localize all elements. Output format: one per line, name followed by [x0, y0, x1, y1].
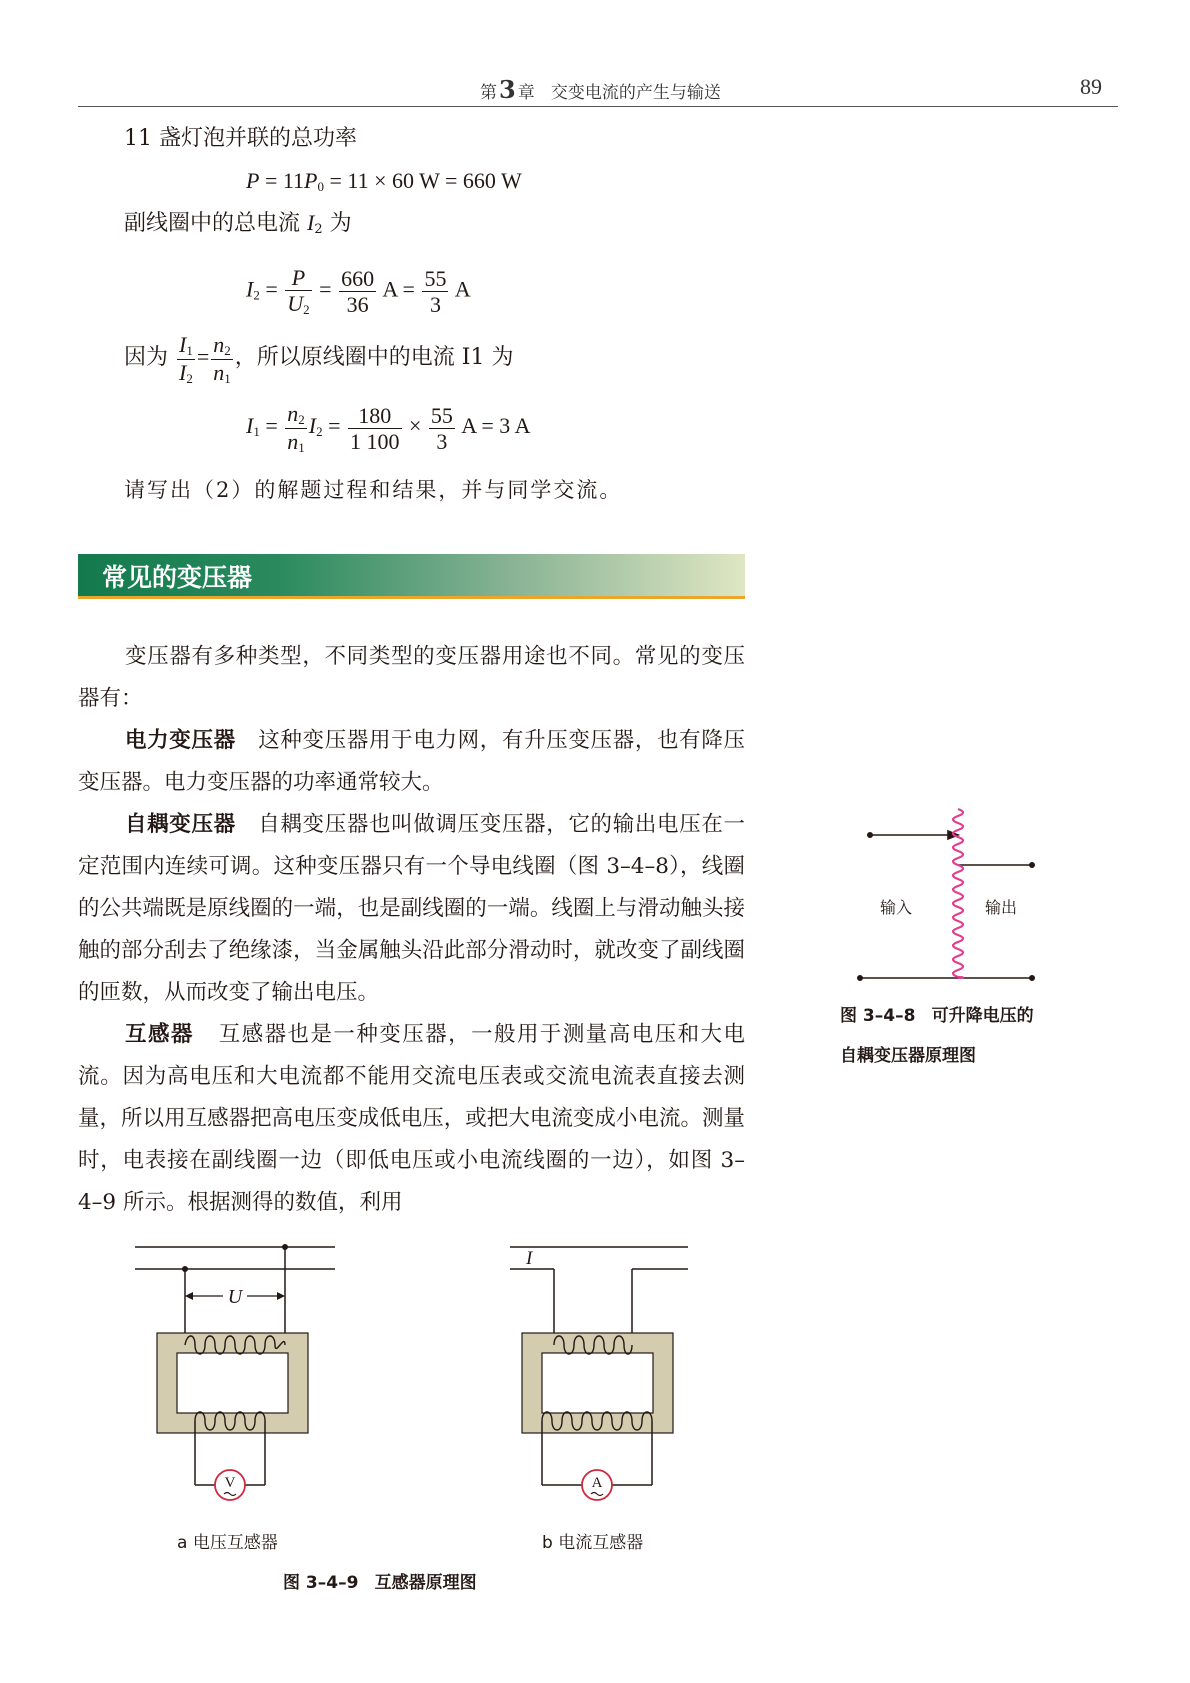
chapter-header: 第3 章 交变电流的产生与输送	[480, 75, 721, 104]
calc-line-4: 请写出（2）的解题过程和结果，并与同学交流。	[124, 478, 623, 502]
paragraph-auto-transformer: 自耦变压器 自耦变压器也叫做调压变压器，它的输出电压在一定范围内连续可调。这种变压器只有一个导电线圈（图 3–4–8），线圈的公共端既是原线圈的一端，也是副线圈的一端。线圈上与滑动触头接触的部分刮去了绝缘漆，当金属触头沿此部分滑动时，就改变了副线圈的匝数，从而改变了输出电压。	[78, 812, 745, 1005]
equation-current-i1: $I_1$ = $\frac{n_2}{n_1}$ $I_2$ = $\frac{180}{1 100}$ × $\frac{55}{3}$ A = 3 A	[246, 401, 531, 455]
paragraph-intro: 变压器有多种类型，不同类型的变压器用途也不同。常见的变压器有：	[78, 644, 745, 711]
figure-3-4-9b-label: b 电流互感器	[542, 1533, 644, 1553]
equation-current-i2: $I_2$ = $\frac{P}{U_2}$ = $\frac{660}{36}$ A = $\frac{55}{3}$ A	[246, 265, 471, 318]
calc-line-1: 11 盏灯泡并联的总功率	[124, 126, 357, 151]
current-transformer-diagram	[500, 1235, 710, 1525]
input-terminal-bottom	[857, 975, 863, 981]
output-terminal-top	[1029, 862, 1035, 868]
voltage-transformer-diagram	[125, 1235, 355, 1525]
voltage-label: U	[227, 1286, 243, 1308]
header-rule	[78, 106, 1118, 107]
paragraph-instrument-transformer: 互感器 互感器也是一种变压器，一般用于测量高电压和大电流。因为高电压和大电流都不能用交流电压表或交流电流表直接去测量，所以用互感器把高电压变成低电压，或把大电流变成小电流。测量时，电表接在副线圈一边（即低电压或小电流线圈的一边），如图 3–4–9 所示。根据测得的数值，利用	[78, 1022, 745, 1215]
page-number: 89	[1080, 74, 1102, 99]
current-label: I	[526, 1248, 533, 1269]
section-heading-underline	[78, 596, 745, 599]
input-terminal-top	[867, 832, 873, 838]
figure-3-4-9-caption: 图 3–4–9 互感器原理图	[283, 1573, 477, 1593]
figure-3-4-8-caption-line-2: 自耦变压器原理图	[840, 1046, 976, 1066]
autotransformer-diagram	[850, 805, 1050, 985]
paragraph-power-transformer: 电力变压器 这种变压器用于电力网，有升压变压器，也有降压变压器。电力变压器的功率通常较大。	[78, 728, 745, 795]
section-title: 常见的变压器	[102, 563, 253, 592]
output-label: 输出	[985, 898, 1018, 917]
equation-power: $P = 11P_0 = 11 \times 60$ W = 660 W	[246, 168, 522, 194]
figure-3-4-8-caption-line-1: 图 3–4–8 可升降电压的	[840, 1006, 1034, 1026]
figure-3-4-9a-label: a 电压互感器	[177, 1533, 278, 1553]
calc-line-2: 副线圈中的总电流 $I_2$ 为	[124, 210, 352, 237]
input-label: 输入	[880, 898, 913, 917]
voltmeter-symbol: V	[224, 1475, 236, 1491]
ammeter-symbol: A	[591, 1475, 603, 1491]
output-terminal-bottom	[1029, 975, 1035, 981]
calc-line-3: 因为 $\frac{I_1}{I_2}$ = $\frac{n_2}{n_1}$ ，所以原线圈中的电流 I1 为	[124, 332, 514, 386]
